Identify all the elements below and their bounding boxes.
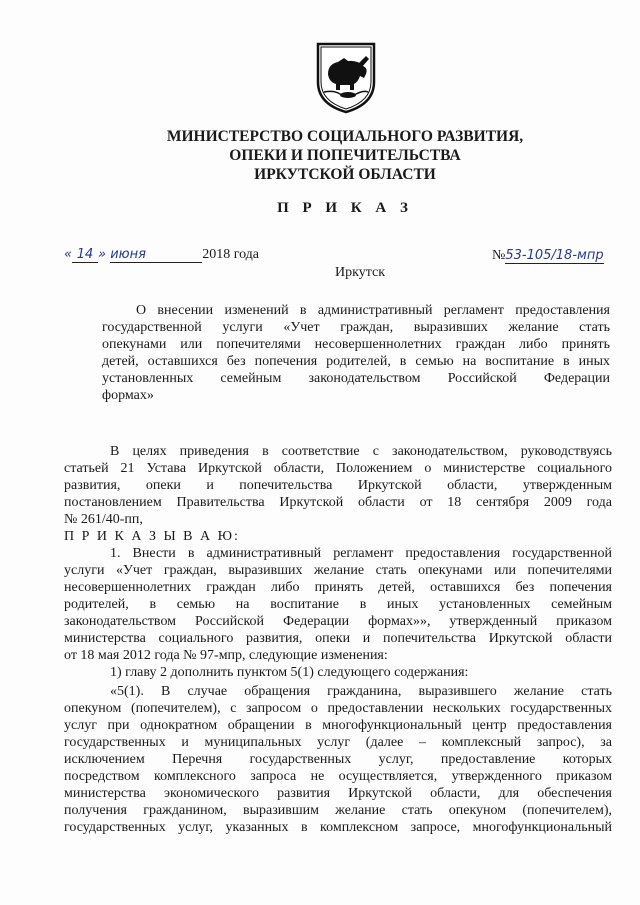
item1-line: родителей, в семью на воспитание в иных установленных семейным <box>64 597 612 612</box>
ministry-name-line-2: ОПЕКИ И ПОПЕЧИТЕЛЬСТВА <box>229 147 461 164</box>
point-5-1-line: «5(1). В случае обращения гражданина, выразившего желание стать <box>110 684 612 699</box>
preamble-line: № 261/40-пп, <box>64 512 143 527</box>
preamble-line: статьей 21 Устава Иркутской области, Положением о министерстве социального <box>64 461 612 476</box>
item1-line: 1. Внести в административный регламент предоставления государственной <box>110 546 612 561</box>
order-word: П Р И К А З Ы В А Ю: <box>64 529 240 544</box>
point-5-1-line: государственных и муниципальных услуг (далее – комплексный запрос), за <box>64 735 612 750</box>
city-name: Иркутск <box>334 265 386 280</box>
item1-line: несовершеннолетних граждан либо принять детей, оставшихся без попечения <box>64 580 612 595</box>
ministry-name-line-3: ИРКУТСКОЙ ОБЛАСТИ <box>254 166 436 183</box>
subject-line: О внесении изменений в административный регламент предоставления <box>136 303 610 318</box>
point-5-1-line: посредством комплексного запроса не осуществляется, утвержденного приказом <box>64 769 612 784</box>
subject-line: государственной услуги «Учет граждан, выразивших желание стать <box>102 320 610 335</box>
number-value: 53-105/18-мпр <box>505 248 604 263</box>
preamble-line: В целях приведения в соответствие с законодательством, руководствуясь <box>110 444 612 459</box>
subject-line: установленных семейным законодательством Российской Федерации <box>102 371 610 386</box>
point-5-1-line: исключением Перечня государственных услуг, предоставление которых <box>64 752 612 767</box>
point-5-1-line: министерства экономического развития Иркутской области, для обеспечения <box>64 786 612 801</box>
number-prefix: № <box>492 248 506 263</box>
subject-line: опекунами или попечителями несовершеннолетних граждан либо принять <box>102 337 610 352</box>
order-number <box>492 248 604 264</box>
subject-line: детей, оставшихся без попечения родителей, в семью на воспитание в иных <box>102 354 610 369</box>
preamble-line: постановлением Правительства Иркутской области от 18 сентября 2009 года <box>64 495 612 510</box>
point-5-1-line: опекуном (попечителем), с запросом о предоставлении нескольких государственных <box>64 701 612 716</box>
order-date <box>64 247 259 263</box>
point-5-1-line: государственных услуг, указанных в комплексном запросе, многофункциональный <box>64 820 612 835</box>
ministry-name-line-1: МИНИСТЕРСТВО СОЦИАЛЬНОГО РАЗВИТИЯ, <box>166 128 524 145</box>
point-5-1-line: услуг при однократном обращении в многофункциональный центр предоставления <box>64 718 612 733</box>
date-day: 14 <box>72 247 98 263</box>
document-type-title: П Р И К А З <box>277 200 413 216</box>
preamble-line: развития, опеки и попечительства Иркутской области, утвержденным <box>64 478 612 493</box>
item1-line: законодательством Российской Федерации формах»», утвержденный приказом <box>64 614 612 629</box>
irkutsk-coat-of-arms-icon <box>314 40 378 114</box>
subitem-1: 1) главу 2 дополнить пунктом 5(1) следующего содержания: <box>110 665 469 680</box>
date-mid-quote: » <box>98 247 111 262</box>
point-5-1-line: получения гражданином, выразившим желание стать опекуном (попечителем), <box>64 803 612 818</box>
item1-line: министерства социального развития, опеки и попечительства Иркутской области <box>64 631 612 646</box>
date-year: 2018 года <box>202 247 260 262</box>
item1-line: услуги «Учет граждан, выразивших желание стать опекунами или попечителями <box>64 563 612 578</box>
date-month: июня <box>110 247 202 263</box>
subject-line: формах» <box>102 388 154 403</box>
date-open-quote: « <box>64 247 73 262</box>
item1-line: от 18 мая 2012 года № 97-мпр, следующие изменения: <box>64 648 388 663</box>
